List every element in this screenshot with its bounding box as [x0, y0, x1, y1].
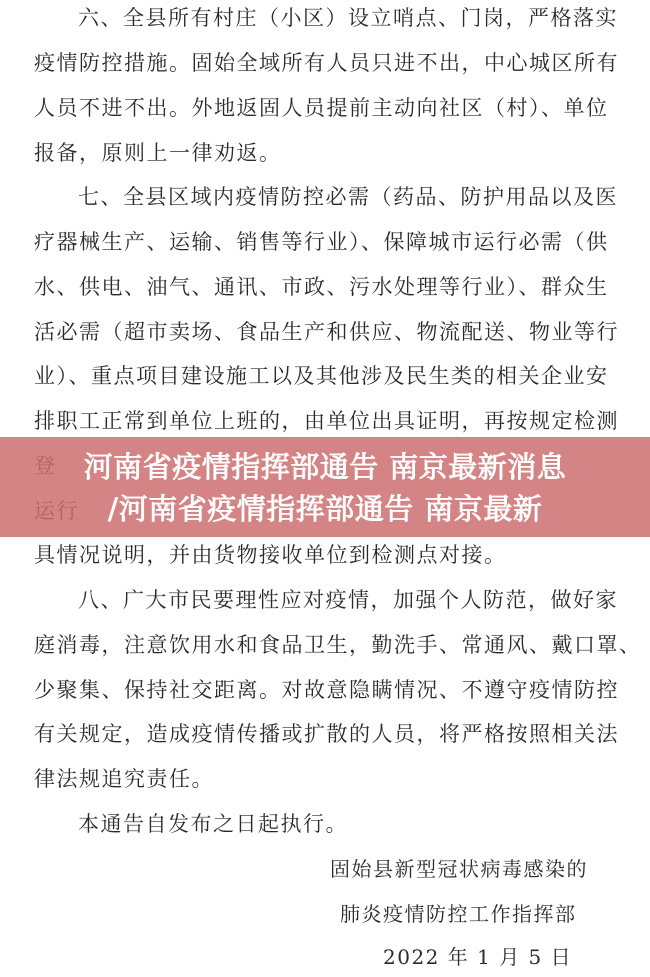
title-banner	[0, 437, 650, 537]
paragraph-line: 有关规定，造成疫情传播或扩散的人员，将严格按照相关法	[34, 722, 619, 746]
paragraph-line: 律法规追究责任。	[34, 767, 214, 791]
paragraph-line: 七、全县区域内疫情防控必需（药品、防护用品以及医	[78, 185, 618, 209]
paragraph-line: 具情况说明，并由货物接收单位到检测点对接。	[34, 543, 507, 567]
paragraph-line: 庭消毒，注意饮用水和食品卫生，勤洗手、常通风、戴口罩、	[34, 633, 642, 657]
paragraph-line: 八、广大市民要理性应对疫情，加强个人防范，做好家	[78, 588, 618, 612]
paragraph-line: 少聚集、保持社交距离。对故意隐瞒情况、不遵守疫情防控	[34, 678, 619, 702]
banner-title-line2: /河南省疫情指挥部通告 南京最新	[107, 492, 543, 526]
paragraph-line: 人员不进不出。外地返固人员提前主动向社区（村）、单位	[34, 96, 609, 120]
paragraph-line: 六、全县所有村庄（小区）设立哨点、门岗，严格落实	[78, 6, 618, 30]
paragraph-line: 本通告自发布之日起执行。	[78, 812, 348, 836]
banner-title-line1: 河南省疫情指挥部通告 南京最新消息	[83, 450, 567, 484]
paragraph-line: 业）、重点项目建设施工以及其他涉及民生类的相关企业安	[34, 364, 609, 388]
paragraph-line: 报备，原则上一律劝返。	[34, 141, 282, 165]
paragraph-line: 排职工正常到单位上班的，由单位出具证明，再按规定检测	[34, 409, 619, 433]
paragraph-line: 活必需（超市卖场、食品生产和供应、物流配送、物业等行	[34, 320, 619, 344]
signature-org-line2: 肺炎疫情防控工作指挥部	[340, 902, 577, 926]
signature-date: 2022 年 1 月 5 日	[383, 945, 573, 969]
paragraph-line: 疫情防控措施。固始全域所有人员只进不出，中心城区所有	[34, 51, 619, 75]
paragraph-line: 水、供电、油气、通讯、市政、污水处理等行业）、群众生	[34, 275, 609, 299]
signature-org-line1: 固始县新型冠状病毒感染的	[330, 857, 588, 881]
paragraph-line: 疗器械生产、运输、销售等行业）、保障城市运行必需（供	[34, 230, 609, 254]
